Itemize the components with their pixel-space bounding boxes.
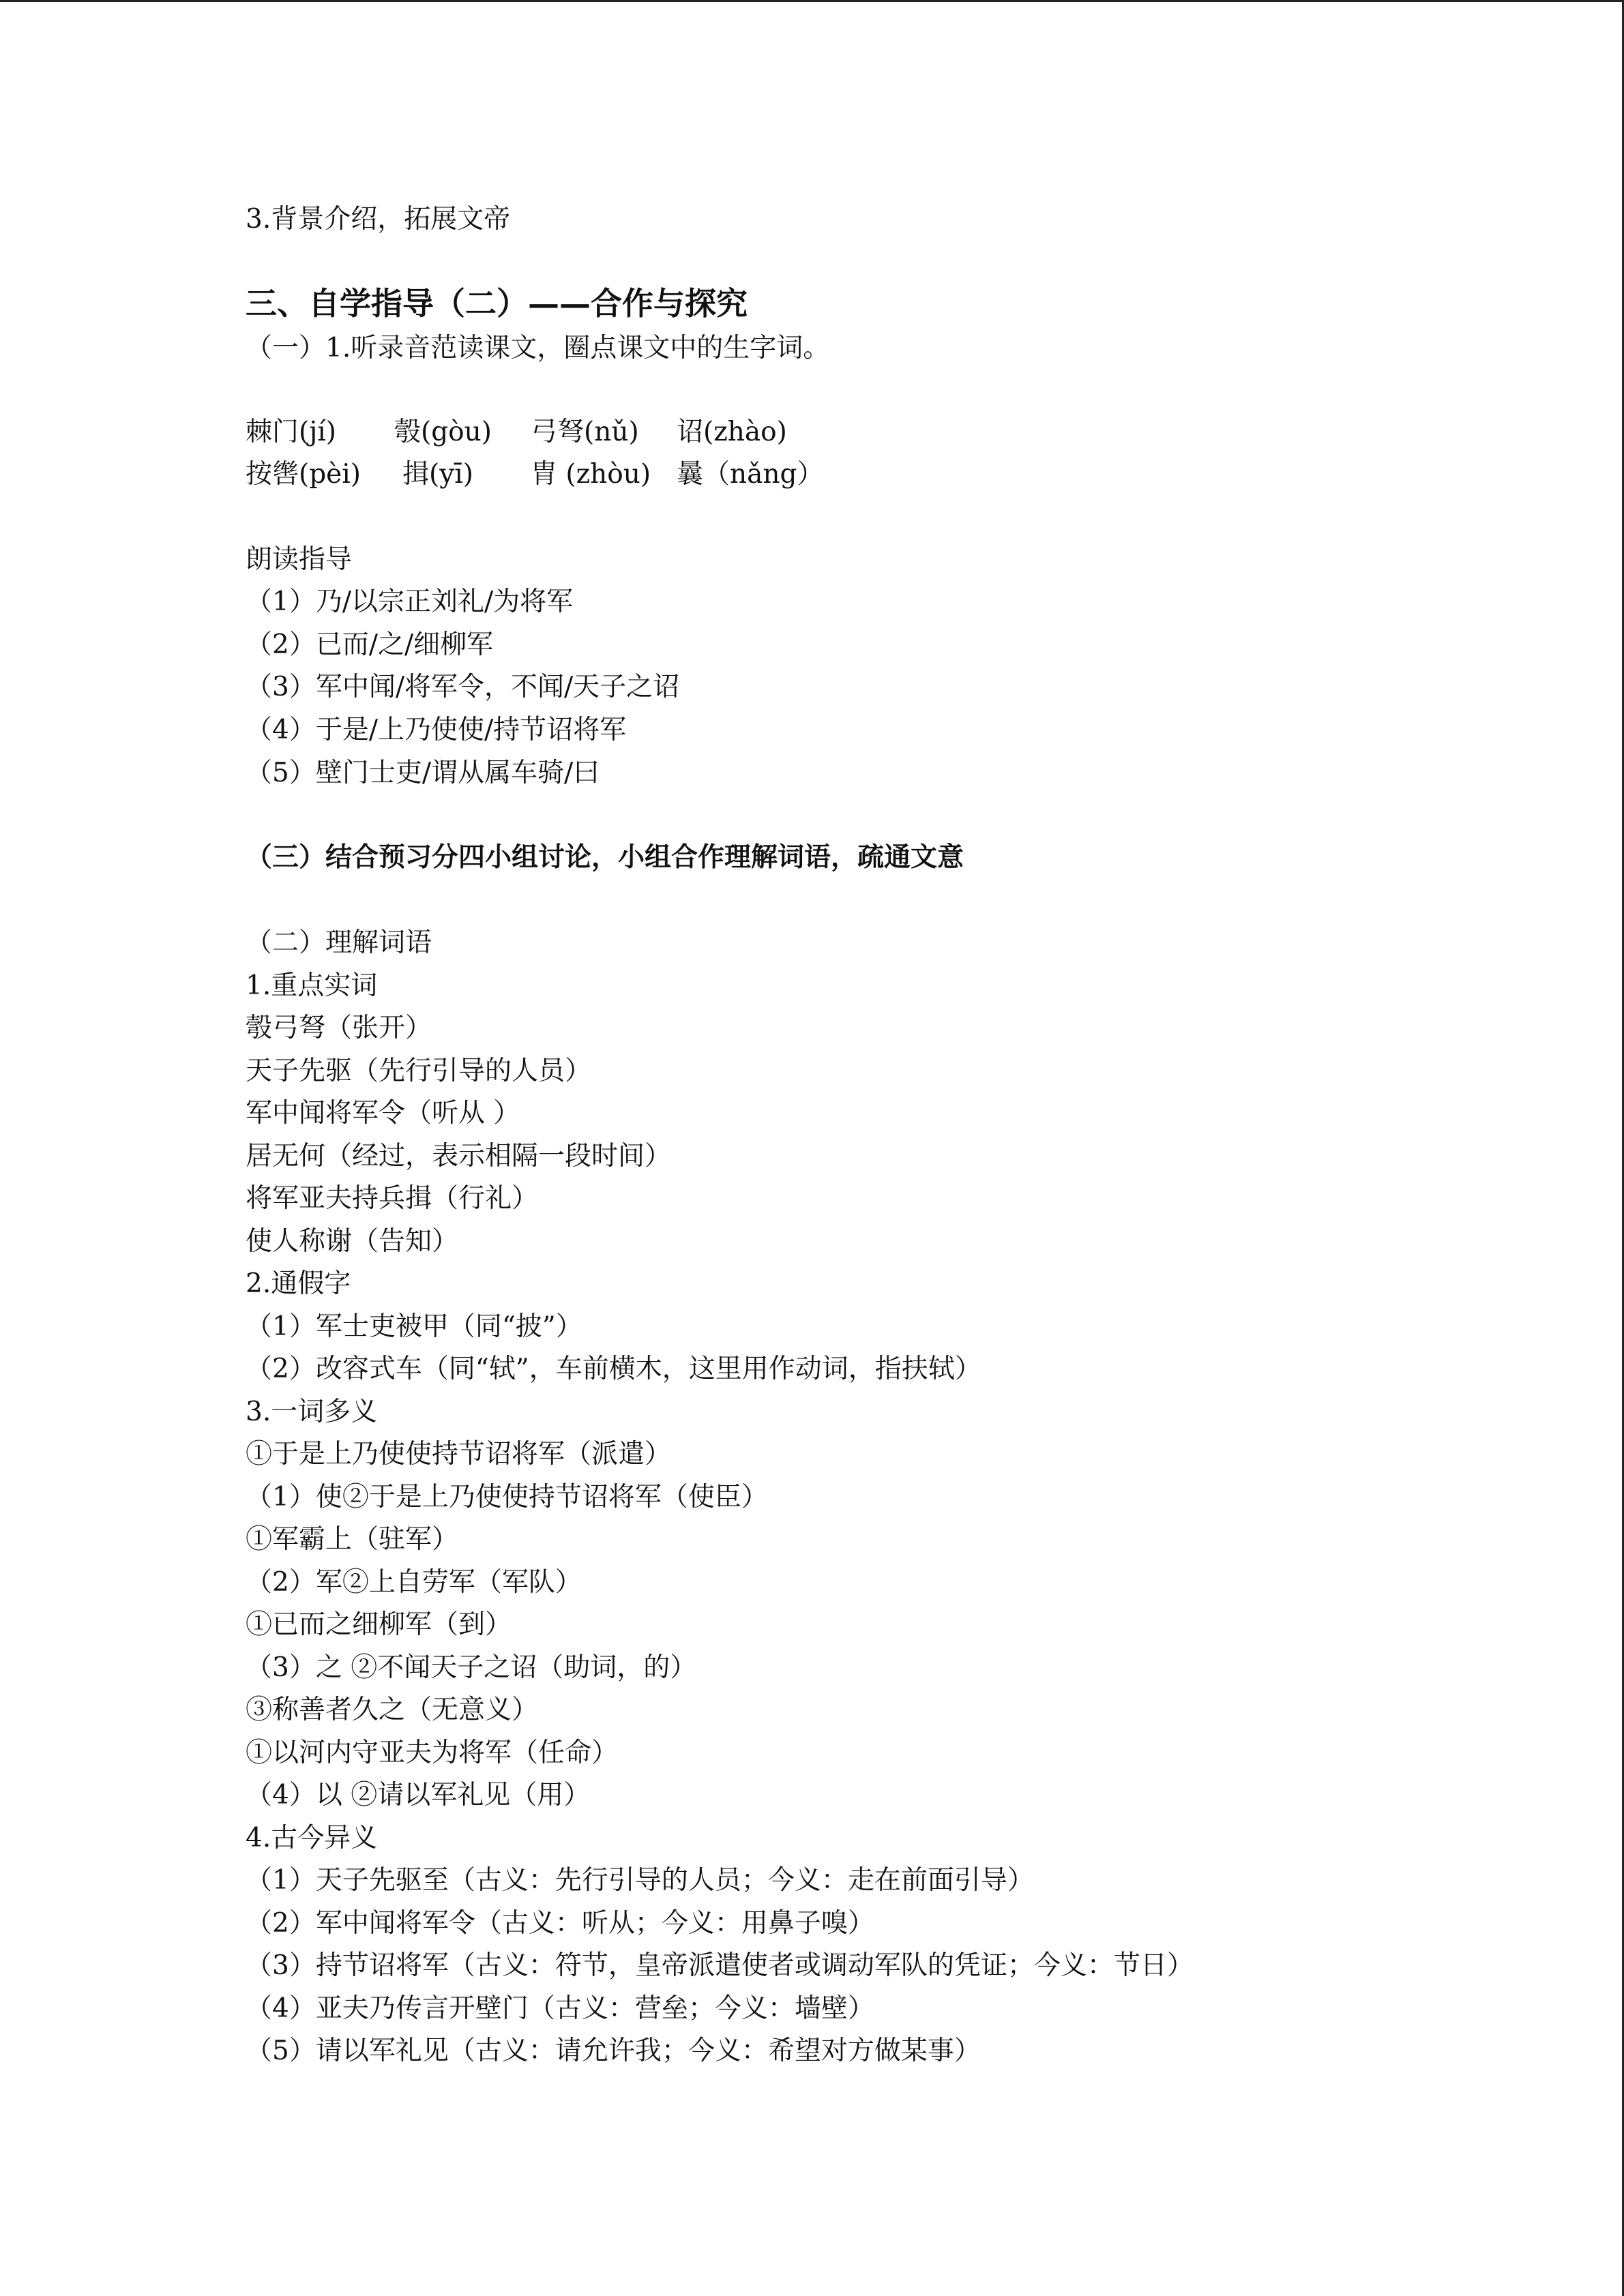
vocab-word: 诏(zhào) <box>677 417 787 447</box>
understanding-line: ③称善者久之（无意义） <box>246 1695 539 1725</box>
understanding-line: 军中闻将军令（听从 ） <box>246 1098 520 1129</box>
section-heading: 三、自学指导（二）——合作与探究 <box>246 285 748 322</box>
understanding-line: （2）军②上自劳军（军队） <box>246 1567 582 1598</box>
vocab-word: 胄 (zhòu) <box>531 459 651 490</box>
understanding-line: （3）之 ②不闻天子之诏（助词，的） <box>246 1652 697 1683</box>
understanding-line: 4.古今异义 <box>246 1823 378 1853</box>
understanding-line: 天子先驱（先行引导的人员） <box>246 1056 592 1086</box>
understanding-line: 居无何（经过，表示相隔一段时间） <box>246 1141 672 1172</box>
reading-guide-title: 朗读指导 <box>246 544 353 575</box>
understanding-line: （4）亚夫乃传言开壁门（古义：营垒；今义：墙壁） <box>246 1993 874 2024</box>
group-discussion: （三）结合预习分四小组讨论，小组合作理解词语，疏通文意 <box>246 841 964 873</box>
reading-guide-item: （2）已而/之/细柳军 <box>246 629 494 660</box>
listen-task: （一）1.听录音范读课文，圈点课文中的生字词。 <box>246 333 830 363</box>
reading-guide-item: （1）乃/以宗正刘礼/为将军 <box>246 586 574 617</box>
understanding-line: ①已而之细柳军（到） <box>246 1609 512 1640</box>
understanding-line: （1）使②于是上乃使使持节诏将军（使臣） <box>246 1482 768 1512</box>
understanding-line: （5）请以军礼见（古义：请允许我；今义：希望对方做某事） <box>246 2036 981 2066</box>
understanding-line: ①以河内守亚夫为将军（任命） <box>246 1738 619 1768</box>
reading-guide-item: （3）军中闻/将军令，不闻/天子之诏 <box>246 672 680 702</box>
vocab-word: 弓弩(nǔ) <box>531 417 639 447</box>
reading-guide-item: （5）壁门士吏/谓从属车骑/曰 <box>246 758 600 788</box>
understanding-line: 1.重点实词 <box>246 970 378 1001</box>
understanding-line: 使人称谢（告知） <box>246 1226 459 1257</box>
understanding-title: （二）理解词语 <box>246 927 432 958</box>
understanding-line: （2）改容式车（同“轼”，车前横木，这里用作动词，指扶轼） <box>246 1354 981 1384</box>
understanding-line: （2）军中闻将军令（古义：听从；今义：用鼻子嗅） <box>246 1908 874 1939</box>
understanding-line: ①军霸上（驻军） <box>246 1524 459 1555</box>
vocab-word: 棘门(jí) <box>246 417 336 447</box>
vocab-word: 曩（nǎng） <box>677 459 824 490</box>
understanding-line: ①于是上乃使使持节诏将军（派遣） <box>246 1439 672 1470</box>
understanding-line: （4）以 ②请以军礼见（用） <box>246 1780 591 1810</box>
understanding-line: （1）天子先驱至（古义：先行引导的人员；今义：走在前面引导） <box>246 1865 1034 1896</box>
vocab-word: 彀(gòu) <box>394 417 492 447</box>
understanding-line: 2.通假字 <box>246 1268 351 1299</box>
understanding-line: 彀弓弩（张开） <box>246 1013 432 1043</box>
vocab-word: 按辔(pèi) <box>246 459 361 490</box>
understanding-line: （3）持节诏将军（古义：符节，皇帝派遣使者或调动军队的凭证；今义：节日） <box>246 1950 1194 1981</box>
understanding-line: （1）军士吏被甲（同“披”） <box>246 1311 582 1342</box>
intro-item: 3.背景介绍，拓展文帝 <box>246 204 511 235</box>
understanding-line: 将军亚夫持兵揖（行礼） <box>246 1183 539 1214</box>
vocab-word: 揖(yī) <box>402 459 473 490</box>
understanding-line: 3.一词多义 <box>246 1397 378 1427</box>
reading-guide-item: （4）于是/上乃使使/持节诏将军 <box>246 715 627 745</box>
page-border-top <box>0 0 1624 2</box>
